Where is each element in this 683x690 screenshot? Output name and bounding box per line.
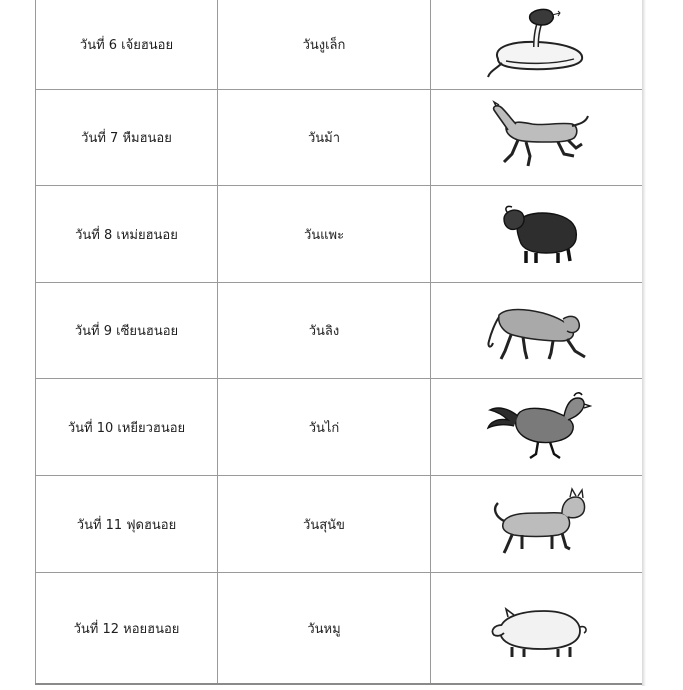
- snake-icon: [482, 7, 592, 82]
- day-name-cell: วันที่ 9 เซียนฮนอย: [36, 283, 218, 379]
- animal-picture-cell: [431, 0, 643, 90]
- table-row: [36, 283, 643, 379]
- dog-icon: [482, 487, 592, 562]
- animal-day-cell: วันม้า: [218, 90, 431, 186]
- monkey-icon: [477, 293, 597, 368]
- animal-day-cell: วันสุนัข: [218, 476, 431, 573]
- table-row: [36, 476, 643, 573]
- day-name-cell: วันที่ 11 ฟุดฮนอย: [36, 476, 218, 573]
- goat-icon: [482, 197, 592, 272]
- day-name-cell: วันที่ 7 หืมฮนอย: [36, 90, 218, 186]
- animal-day-cell: วันไก่: [218, 379, 431, 476]
- pig-icon: [482, 591, 592, 666]
- table-row: [36, 573, 643, 685]
- right-edge-shadow: [642, 0, 646, 686]
- animal-picture-cell: [431, 186, 643, 283]
- animal-picture-cell: [431, 573, 643, 685]
- animal-day-cell: วันงูเล็ก: [218, 0, 431, 90]
- rooster-icon: [482, 390, 592, 465]
- table-row: [36, 186, 643, 283]
- day-name-cell: วันที่ 10 เหยียวฮนอย: [36, 379, 218, 476]
- day-name-cell: วันที่ 12 หอยฮนอย: [36, 573, 218, 685]
- table-row: [36, 0, 643, 90]
- animal-picture-cell: [431, 283, 643, 379]
- day-name-cell: วันที่ 6 เจ้ยฮนอย: [36, 0, 218, 90]
- table-row: [36, 379, 643, 476]
- animal-picture-cell: [431, 90, 643, 186]
- table-row: [36, 90, 643, 186]
- animal-picture-cell: [431, 379, 643, 476]
- animal-day-cell: วันลิง: [218, 283, 431, 379]
- zodiac-days-table: [35, 0, 643, 685]
- animal-picture-cell: [431, 476, 643, 573]
- animal-day-cell: วันแพะ: [218, 186, 431, 283]
- animal-day-cell: วันหมู: [218, 573, 431, 685]
- day-name-cell: วันที่ 8 เหม่ยฮนอย: [36, 186, 218, 283]
- horse-icon: [482, 100, 592, 175]
